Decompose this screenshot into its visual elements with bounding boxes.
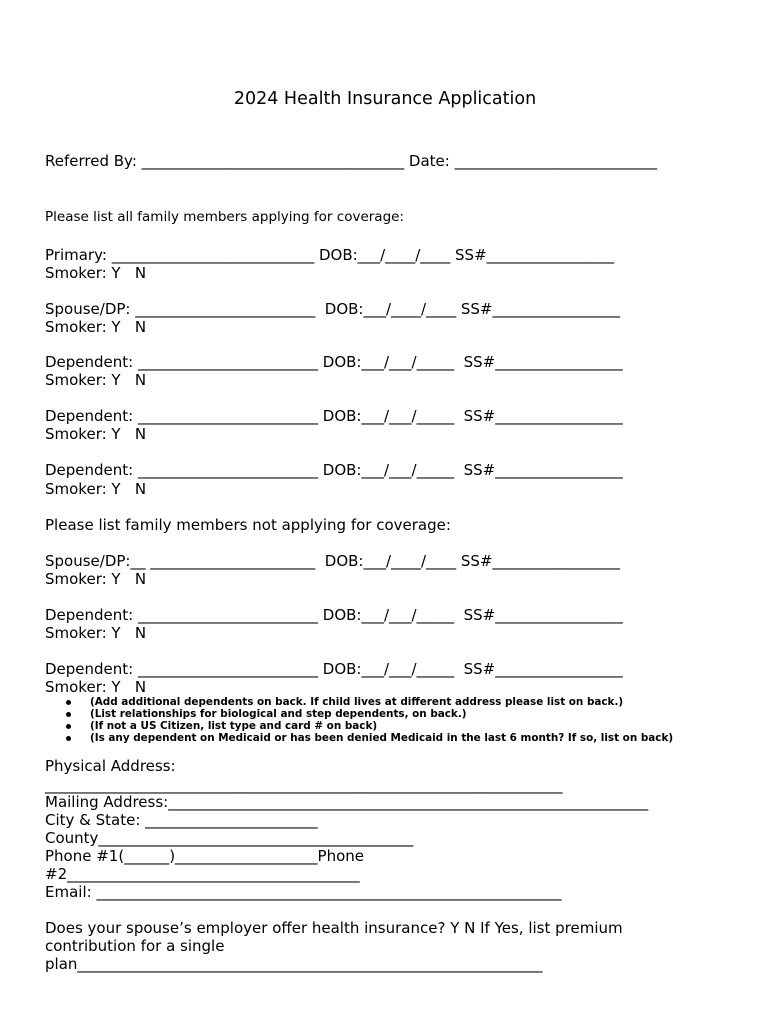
page-title: 2024 Health Insurance Application bbox=[233, 89, 537, 109]
phone-2-line[interactable]: #2_______________________________________ bbox=[45, 865, 360, 883]
primary-smoker[interactable]: Smoker: Y N bbox=[45, 264, 147, 282]
dependent-2-smoker[interactable]: Smoker: Y N bbox=[45, 425, 147, 443]
not-applying-heading: Please list family members not applying for coverage: bbox=[45, 516, 451, 534]
na-spouse-smoker[interactable]: Smoker: Y N bbox=[45, 570, 147, 588]
na-dependent-2-smoker[interactable]: Smoker: Y N bbox=[45, 678, 147, 696]
note-item: (Add additional dependents on back. If child lives at different address please list on back.) bbox=[66, 696, 673, 708]
mailing-address-line[interactable]: Mailing Address:________________________________________________________________ bbox=[45, 793, 649, 811]
na-dependent-2-line[interactable]: Dependent: ________________________ DOB:___/___/_____ SS#_________________ bbox=[45, 660, 623, 678]
county-line[interactable]: County__________________________________________ bbox=[45, 829, 414, 847]
dependent-1-line[interactable]: Dependent: ________________________ DOB:___/___/_____ SS#_________________ bbox=[45, 353, 623, 371]
email-line[interactable]: Email: ______________________________________________________________ bbox=[45, 883, 562, 901]
primary-line[interactable]: Primary: ___________________________ DOB:___/____/____ SS#_________________ bbox=[45, 246, 615, 264]
note-item: (List relationships for biological and step dependents, on back.) bbox=[66, 708, 673, 720]
referred-by-date-line[interactable]: Referred By: ___________________________________ Date: ___________________________ bbox=[45, 152, 658, 170]
na-dependent-1-smoker[interactable]: Smoker: Y N bbox=[45, 624, 147, 642]
spouse-question-line-3[interactable]: plan______________________________________________________________ bbox=[45, 955, 543, 973]
notes-list bbox=[66, 696, 673, 744]
dependent-1-smoker[interactable]: Smoker: Y N bbox=[45, 371, 147, 389]
physical-address-blank[interactable]: _____________________________________________________________________ bbox=[45, 776, 563, 794]
dependent-3-line[interactable]: Dependent: ________________________ DOB:___/___/_____ SS#_________________ bbox=[45, 461, 623, 479]
dependent-3-smoker[interactable]: Smoker: Y N bbox=[45, 480, 147, 498]
city-state-line[interactable]: City & State: _______________________ bbox=[45, 811, 318, 829]
spouse-question-line-1: Does your spouse’s employer offer health insurance? Y N If Yes, list premium bbox=[45, 919, 623, 937]
spouse-line[interactable]: Spouse/DP: ________________________ DOB:___/____/____ SS#_________________ bbox=[45, 300, 620, 318]
spouse-smoker[interactable]: Smoker: Y N bbox=[45, 318, 147, 336]
note-item: (If not a US Citizen, list type and card # on back) bbox=[66, 720, 673, 732]
applying-heading: Please list all family members applying for coverage: bbox=[45, 209, 404, 225]
spouse-question-line-2: contribution for a single bbox=[45, 937, 225, 955]
phone-1-line[interactable]: Phone #1(______)___________________Phone bbox=[45, 847, 365, 865]
na-spouse-line[interactable]: Spouse/DP:__ ______________________ DOB:___/____/____ SS#_________________ bbox=[45, 552, 620, 570]
na-dependent-1-line[interactable]: Dependent: ________________________ DOB:___/___/_____ SS#_________________ bbox=[45, 606, 623, 624]
physical-address-label: Physical Address: bbox=[45, 757, 176, 775]
dependent-2-line[interactable]: Dependent: ________________________ DOB:___/___/_____ SS#_________________ bbox=[45, 407, 623, 425]
note-item: (Is any dependent on Medicaid or has been denied Medicaid in the last 6 month? If so, list on back) bbox=[66, 732, 673, 744]
